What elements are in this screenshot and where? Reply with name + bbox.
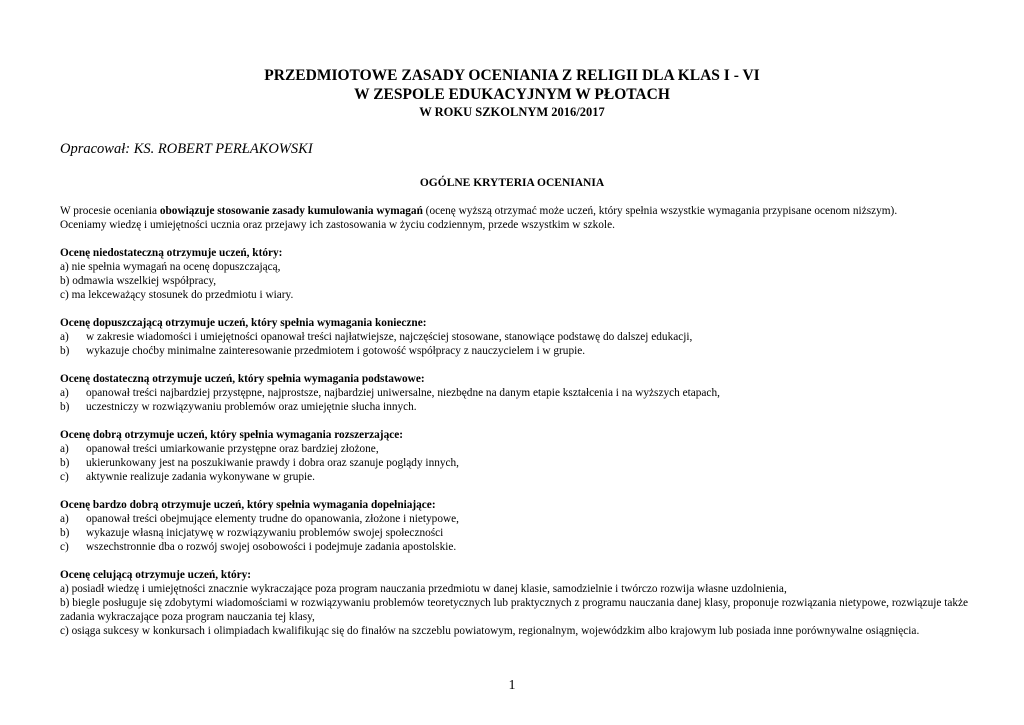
title-line-2: W ZESPOLE EDUKACYJNYM W PŁOTACH bbox=[354, 86, 670, 103]
list-item bbox=[60, 456, 970, 470]
item-label: a) bbox=[60, 387, 69, 399]
section-heading: Ocenę dobrą otrzymuje uczeń, który spełnia wymagania rozszerzające: bbox=[60, 429, 404, 441]
document-title bbox=[0, 66, 1024, 120]
item-label: b) bbox=[60, 401, 70, 413]
section-heading: Ocenę bardzo dobrą otrzymuje uczeń, który spełnia wymagania dopełniające: bbox=[60, 499, 436, 511]
section-niedostateczna bbox=[60, 246, 970, 302]
item-text: ukierunkowany jest na poszukiwanie prawdy i dobra oraz szanuje poglądy innych, bbox=[86, 457, 460, 469]
criteria-heading: OGÓLNE KRYTERIA OCENIANIA bbox=[419, 177, 605, 189]
item-label: c) bbox=[60, 541, 69, 553]
author-line: Opracował: KS. ROBERT PERŁAKOWSKI bbox=[60, 141, 313, 157]
list-item bbox=[60, 526, 970, 540]
item-label: a) bbox=[60, 331, 69, 343]
list-item: a) posiadł wiedzę i umiejętności znacznie wykraczające poza program nauczania przedmiotu w danej klasie, samodzielnie i twórczo rozwija własne uzdolnienia, bbox=[60, 583, 787, 595]
section-dostateczna bbox=[60, 372, 970, 414]
criteria-content bbox=[60, 204, 970, 638]
item-text: opanował treści umiarkowanie przystępne oraz bardziej złożone, bbox=[86, 443, 379, 455]
intro-paragraph bbox=[60, 204, 970, 232]
item-text: w zakresie wiadomości i umiejętności opanował treści najłatwiejsze, najczęściej stosowane, stanowiące podstawę do dalszej edukacji, bbox=[86, 331, 693, 343]
section-celujaca bbox=[60, 568, 970, 638]
intro-line-2: Oceniamy wiedzę i umiejętności ucznia oraz przejawy ich zastosowania w życiu codziennym, przede wszystkim w szkole. bbox=[60, 219, 615, 231]
title-line-3: W ROKU SZKOLNYM 2016/2017 bbox=[419, 105, 605, 119]
item-text: uczestniczy w rozwiązywaniu problemów oraz umiejętnie słucha innych. bbox=[86, 401, 417, 413]
item-text: wykazuje choćby minimalne zainteresowanie przedmiotem i gotowość współpracy z nauczycielem i w grupie. bbox=[86, 345, 586, 357]
item-text: wszechstronnie dba o rozwój swojej osobowości i podejmuje zadania apostolskie. bbox=[86, 541, 457, 553]
list-item: b) odmawia wszelkiej współpracy, bbox=[60, 275, 217, 287]
section-bardzo-dobra bbox=[60, 498, 970, 554]
item-text: opanował treści obejmujące elementy trudne do opanowania, złożone i nietypowe, bbox=[86, 513, 459, 525]
list-item bbox=[60, 386, 970, 400]
page-number: 1 bbox=[508, 678, 516, 693]
section-dopuszczajaca bbox=[60, 316, 970, 358]
list-item: c) ma lekceważący stosunek do przedmiotu i wiary. bbox=[60, 289, 294, 301]
list-item: a) nie spełnia wymagań na ocenę dopuszczającą, bbox=[60, 261, 281, 273]
intro-line-1 bbox=[60, 204, 970, 218]
list-item bbox=[60, 512, 970, 526]
section-heading: Ocenę niedostateczną otrzymuje uczeń, który: bbox=[60, 247, 283, 259]
title-line-1: PRZEDMIOTOWE ZASADY OCENIANIA Z RELIGII DLA KLAS I - VI bbox=[264, 67, 760, 84]
item-text: aktywnie realizuje zadania wykonywane w grupie. bbox=[86, 471, 315, 483]
item-label: b) bbox=[60, 345, 70, 357]
intro-pre: W procesie oceniania bbox=[60, 205, 160, 217]
item-label: a) bbox=[60, 513, 69, 525]
section-heading: Ocenę celującą otrzymuje uczeń, który: bbox=[60, 569, 252, 581]
section-heading: Ocenę dopuszczającą otrzymuje uczeń, który spełnia wymagania konieczne: bbox=[60, 317, 427, 329]
list-item bbox=[60, 470, 970, 484]
item-label: b) bbox=[60, 527, 70, 539]
section-heading: Ocenę dostateczną otrzymuje uczeń, który spełnia wymagania podstawowe: bbox=[60, 373, 425, 385]
list-item: c) osiąga sukcesy w konkursach i olimpiadach kwalifikując się do finałów na szczeblu powiatowym, regionalnym, wojewódzkim albo krajowym lub posiada inne porównywalne osiągnięcia. bbox=[60, 625, 920, 637]
list-item bbox=[60, 344, 970, 358]
item-label: a) bbox=[60, 443, 69, 455]
section-dobra bbox=[60, 428, 970, 484]
list-item bbox=[60, 400, 970, 414]
item-label: b) bbox=[60, 457, 70, 469]
intro-bold: obowiązuje stosowanie zasady kumulowania wymagań bbox=[159, 205, 423, 217]
list-item bbox=[60, 442, 970, 456]
list-item bbox=[60, 330, 970, 344]
intro-post: (ocenę wyższą otrzymać może uczeń, który spełnia wszystkie wymagania przypisane ocenom niższym). bbox=[422, 205, 898, 217]
item-label: c) bbox=[60, 471, 69, 483]
list-item bbox=[60, 540, 970, 554]
item-text: wykazuje własną inicjatywę w rozwiązywaniu problemów swojej społeczności bbox=[86, 527, 444, 539]
item-text: opanował treści najbardziej przystępne, najprostsze, najbardziej uniwersalne, niezbędne na danym etapie kształcenia i na wyższych etapach, bbox=[86, 387, 720, 399]
list-item: b) biegle posługuje się zdobytymi wiadomościami w rozwiązywaniu problemów teoretycznych lub praktycznych z programu nauczania danej klasy, proponuje rozwiązania nietypowe, rozwiązuje także zadania wykraczające poza program nauczania tej klasy, bbox=[60, 597, 969, 623]
